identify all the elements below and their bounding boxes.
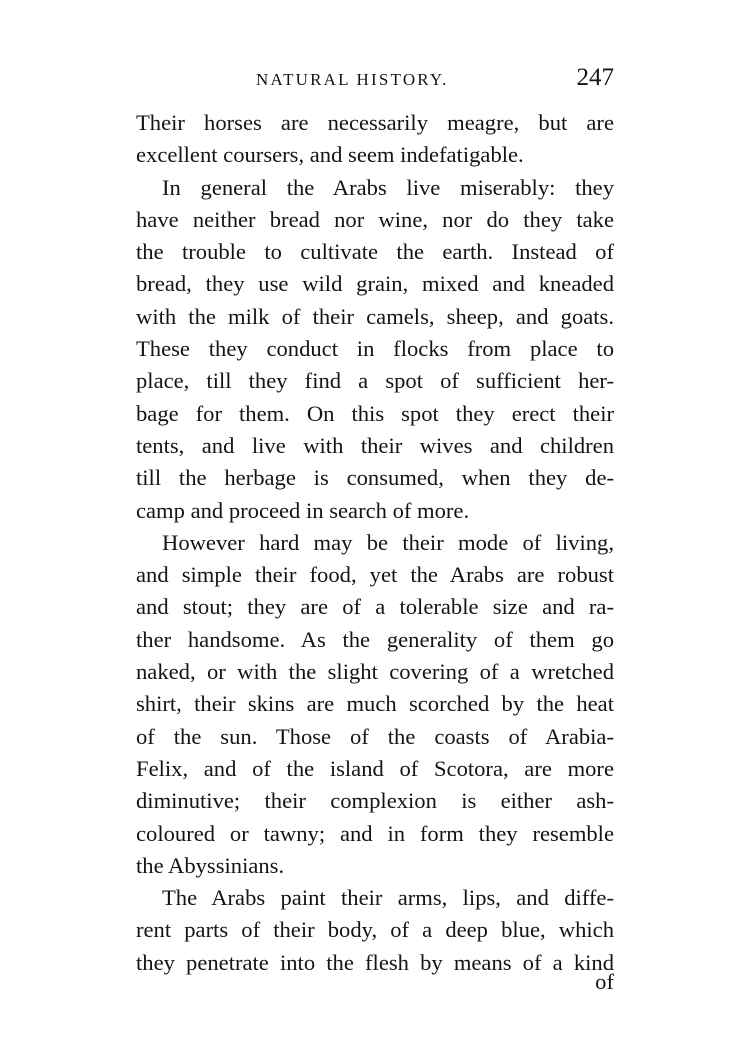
text-line: diminutive; their complexion is either ash-	[136, 788, 614, 814]
text-line: place, till they find a spot of sufficient her-	[136, 368, 614, 394]
text-line: The Arabs paint their arms, lips, and diffe-	[162, 885, 614, 911]
body-text	[136, 107, 614, 979]
text-line: However hard may be their mode of living,	[162, 529, 614, 555]
running-title: NATURAL HISTORY.	[256, 70, 449, 89]
text-line: rent parts of their body, of a deep blue, which	[136, 917, 614, 943]
text-line: bread, they use wild grain, mixed and kneaded	[136, 271, 614, 297]
text-line: of the sun. Those of the coasts of Arabia-	[136, 723, 614, 749]
text-line: with the milk of their camels, sheep, and goats.	[136, 303, 614, 329]
text-line: they penetrate into the flesh by means of a kind	[136, 949, 614, 975]
text-line: till the herbage is consumed, when they de-	[136, 465, 614, 491]
text-line: camp and proceed in search of more.	[136, 497, 470, 523]
text-line: have neither bread nor wine, nor do they take	[136, 206, 614, 232]
text-line: the trouble to cultivate the earth. Instead of	[136, 239, 614, 265]
text-line: bage for them. On this spot they erect their	[136, 400, 614, 426]
text-line: Felix, and of the island of Scotora, are more	[136, 755, 614, 781]
text-line: ther handsome. As the generality of them go	[136, 626, 614, 652]
text-line: Their horses are necessarily meagre, but are	[136, 110, 614, 135]
text-line: shirt, their skins are much scorched by the heat	[136, 691, 614, 717]
running-head	[136, 64, 614, 94]
text-line: naked, or with the slight covering of a wretched	[136, 659, 614, 685]
text-line: tents, and live with their wives and children	[136, 432, 614, 458]
page-number: 247	[576, 64, 614, 91]
text-line: excellent coursers, and seem indefatigable.	[136, 142, 524, 168]
catchword: of	[595, 969, 614, 994]
text-line: the Abyssinians.	[136, 852, 285, 878]
text-line: and stout; they are of a tolerable size and ra-	[136, 594, 614, 620]
text-line: These they conduct in flocks from place to	[136, 336, 614, 362]
paragraph-4	[136, 882, 614, 979]
paragraph-2	[136, 172, 614, 527]
text-line: coloured or tawny; and in form they resemble	[136, 820, 614, 846]
paragraph-3	[136, 527, 614, 882]
paragraph-1	[136, 107, 614, 172]
text-line: In general the Arabs live miserably: they	[162, 174, 614, 200]
text-line: and simple their food, yet the Arabs are robust	[136, 562, 614, 588]
